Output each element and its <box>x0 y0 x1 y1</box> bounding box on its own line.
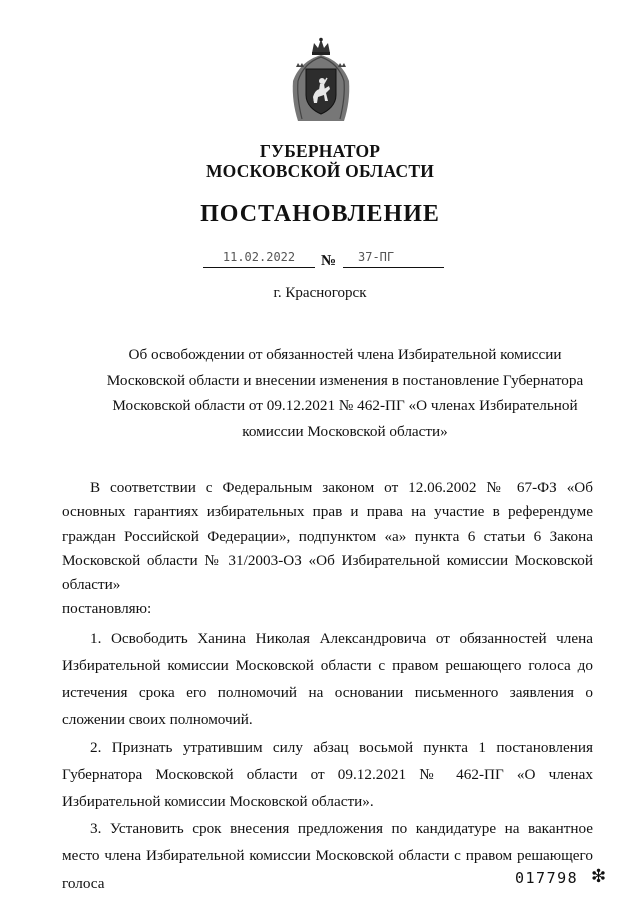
decree-date: 11.02.2022 <box>203 247 315 268</box>
item-1: 1. Освободить Ханина Николая Александровича от обязанностей члена Избирательной комиссии Московской области с правом решающего голоса до истечения срока его полномочий на основании письменного заявления о сложении своих полномочий. <box>62 629 593 729</box>
item-2: 2. Признать утратившим силу абзац восьмой пункта 1 постановления Губернатора Московской области от 09.12.2021 № 462-ПГ «О членах Избирательной комиссии Московской области». <box>62 738 593 810</box>
decree-body <box>62 476 593 897</box>
registration-line <box>0 247 640 271</box>
document-type-title: ПОСТАНОВЛЕНИЕ <box>200 201 440 227</box>
decree-subject: Об освобождении от обязанностей члена Избирательной комиссии Московской области и внесении изменения в постановление Губернатора Московской области от 09.12.2021 № 462-ПГ «О членах Избирательной комиссии Московской области» <box>106 346 584 440</box>
item-3: 3. Установить срок внесения предложения по кандидатуре на вакантное место члена Избирательной комиссии Московской области с правом решающего голоса <box>62 820 593 892</box>
decree-number: 37-ПГ <box>343 247 444 268</box>
asterisk-mark-icon: ❇ <box>591 866 607 886</box>
number-sign: № <box>321 253 337 269</box>
preamble-paragraph: В соответствии с Федеральным законом от 12.06.2002 № 67-ФЗ «Об основных гарантиях избирательных прав и права на участие в референдуме граждан Российской Федерации», подпунктом «а» пункта 6 статьи 6 Закона Московской области № 31/2003-ОЗ «Об Избирательной комиссии Московской области» <box>62 479 593 594</box>
issuer-title-line2: МОСКОВСКОЙ ОБЛАСТИ <box>205 161 435 181</box>
serial-number: 017798 <box>515 869 579 887</box>
issuer-title-line1: ГУБЕРНАТОР <box>259 141 381 161</box>
city-of-issue: г. Красногорск <box>273 285 367 301</box>
decree-word: постановляю: <box>62 600 152 618</box>
moscow-oblast-coat-of-arms-icon <box>290 37 352 123</box>
